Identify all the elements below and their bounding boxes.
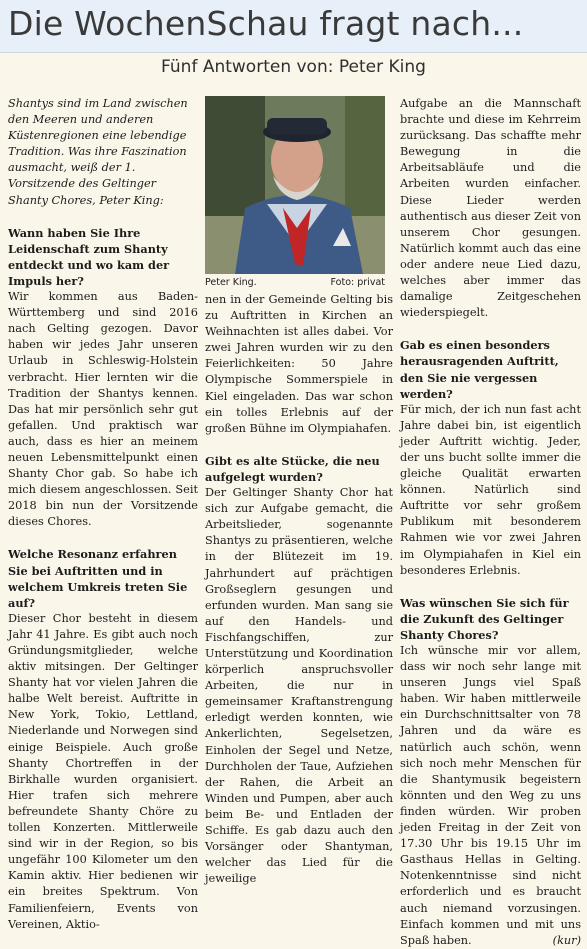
caption-name: Peter King. [205,277,257,288]
author-signoff: (kur) [552,933,581,947]
page-title: Die WochenSchau fragt nach... [8,4,524,43]
question-3: Gibt es alte Stücke, die neu aufgelegt wurden? [205,453,380,484]
question-4: Gab es einen besonders herausragenden Auftritt, den Sie nie vergessen werden? [400,338,559,401]
answer-2-part-2: nen in der Gemeinde Gelting bis zu Auftritten in Kirchen an Weihnachten ist alles dabei. Vor zwei Jahren wurden wir zu den Feierlichkeiten: 50 Jahre Olympische Sommerspiele in Kiel eingeladen. Das war schon ein tolles Erlebnis auf der großen Bühne im Olympiahafen. [205,293,393,435]
portrait-photo [205,96,385,274]
answer-4: Für mich, der ich nun fast acht Jahre dabei bin, ist eigentlich jeder Auftritt wichtig. Jeder, der uns bucht sollte immer die gleiche Qualität erwarten können. Natürlich sind Auftritte vor sehr großem Publikum mit besonderem Rahmen wie vor zwei Jahren im Olympiahafen in Kiel ein besonderes Erlebnis. [400,402,581,577]
answer-5 [400,643,581,949]
column-2-text [205,292,393,887]
answer-3-part-1: Der Geltinger Shanty Chor hat sich zur Aufgabe gemacht, die Arbeitslieder, sogenannte Shantys zu präsentieren, welche in der Blütezeit im 19. Jahrhundert auf prächtigen Großseglern gesungen und erfunden wurden. Man sang sie auf den Handels- und Fischfangschiffen, zur Unterstützung und Koordination körperlich anspruchsvoller Arbeiten, die nur in gemeinsamer Kraftanstrengung erledigt werden konnten, wie Ankerlichten, Segelsetzen, Einholen der Segel und Netze, Durchholen der Taue, Aufziehen der Rahen, die Arbeit an Winden und Pumpen, aber auch beim Be- und Entladen der Schiffe. Es gab dazu auch den Vorsänger oder Shantyman, welcher das Lied für die jeweilige [205,486,393,886]
caption-credit: Foto: privat [330,277,385,288]
column-1 [8,96,198,933]
answer-1: Wir kommen aus Baden-Württemberg und sind 2016 nach Gelting gezogen. Davor haben wir jedes Jahr unseren Urlaub in Schleswig-Holstein verbracht. Hier lernten wir die Tradition der Shantys kennen. Das hat mir persönlich sehr gut gefallen. Und praktisch war auch, dass es hier an meinem neuen Lebensmittelpunkt einen Shanty Chor gab. So habe ich mich diesem angeschlossen. Seit 2018 bin nun der Vorsitzende dieses Chores. [8,290,198,529]
question-1: Wann haben Sie Ihre Leidenschaft zum Shanty entdeckt und wo kam der Impuls her? [8,225,170,288]
column-3 [400,96,581,949]
question-2: Welche Resonanz erfahren Sie bei Auftritten und in welchem Umkreis treten Sie auf? [8,547,188,610]
question-5: Was wünschen Sie sich für die Zukunft des Geltinger Shanty Chores? [400,595,569,642]
portrait-illustration [205,96,385,274]
answer-2-part-1: Dieser Chor besteht in diesem Jahr 41 Jahre. Es gibt auch noch Gründungsmitglieder, welche aktiv mitsingen. Der Geltinger Shanty hat vor vielen Jahren die halbe Welt bereist. Auftritte in New York, Tokio, Lettland, Niederlande und Norwegen sind einige Beispiele. Auch große Shanty Chortreffen in der Birkhalle wurden organisiert. Hier trafen sich mehrere befreundete Shanty Chöre zu tollen Konzerten. Mittlerweile sind wir in der Region, so bis ungefähr 100 Kilometer um den Kamin aktiv. Hier bedienen wir ein breites Spektrum. Von Familienfeiern, Events von Vereinen, Aktio- [8,611,198,931]
photo-caption [205,277,385,289]
answer-3-part-2: Aufgabe an die Mannschaft brachte und diese im Kehrreim zurücksang. Das schaffte mehr Bewegung in die Arbeitsabläufe und die Arbeiten wurden einfacher. Diese Lieder werden authentisch aus dieser Zeit von unserem Chor gesungen. Natürlich kommt auch das eine oder andere neue Lied dazu, welches aber immer das damalige Zeitgeschehen wiederspiegelt. [400,97,581,320]
header-band [0,0,587,53]
intro-text: Shantys sind im Land zwischen den Meeren und anderen Küstenregionen eine lebendige Tradition. Was ihre Faszination ausmacht, weiß der 1. Vorsitzende des Geltinger Shanty Chores, Peter King: [8,97,188,207]
page-subtitle: Fünf Antworten von: Peter King [161,57,426,77]
answer-5-text: Ich wünsche mir vor allem, dass wir noch sehr lange mit unseren Jungs viel Spaß haben. Wir haben mittlerweile ein Durchschnittsalter von 78 Jahren und da wäre es natürlich auch schön, wenn sich noch mehr Menschen für die Shantymusik begeistern könnten und den Weg zu uns finden würden. Wir proben jeden Freitag in der Zeit von 17.30 Uhr bis 19.15 Uhr im Gasthaus Hellas in Gelting. Notenkenntnisse sind nicht erforderlich und es braucht auch niemand vorzusingen. Einfach kommen und mit uns Spaß haben. [400,644,581,947]
